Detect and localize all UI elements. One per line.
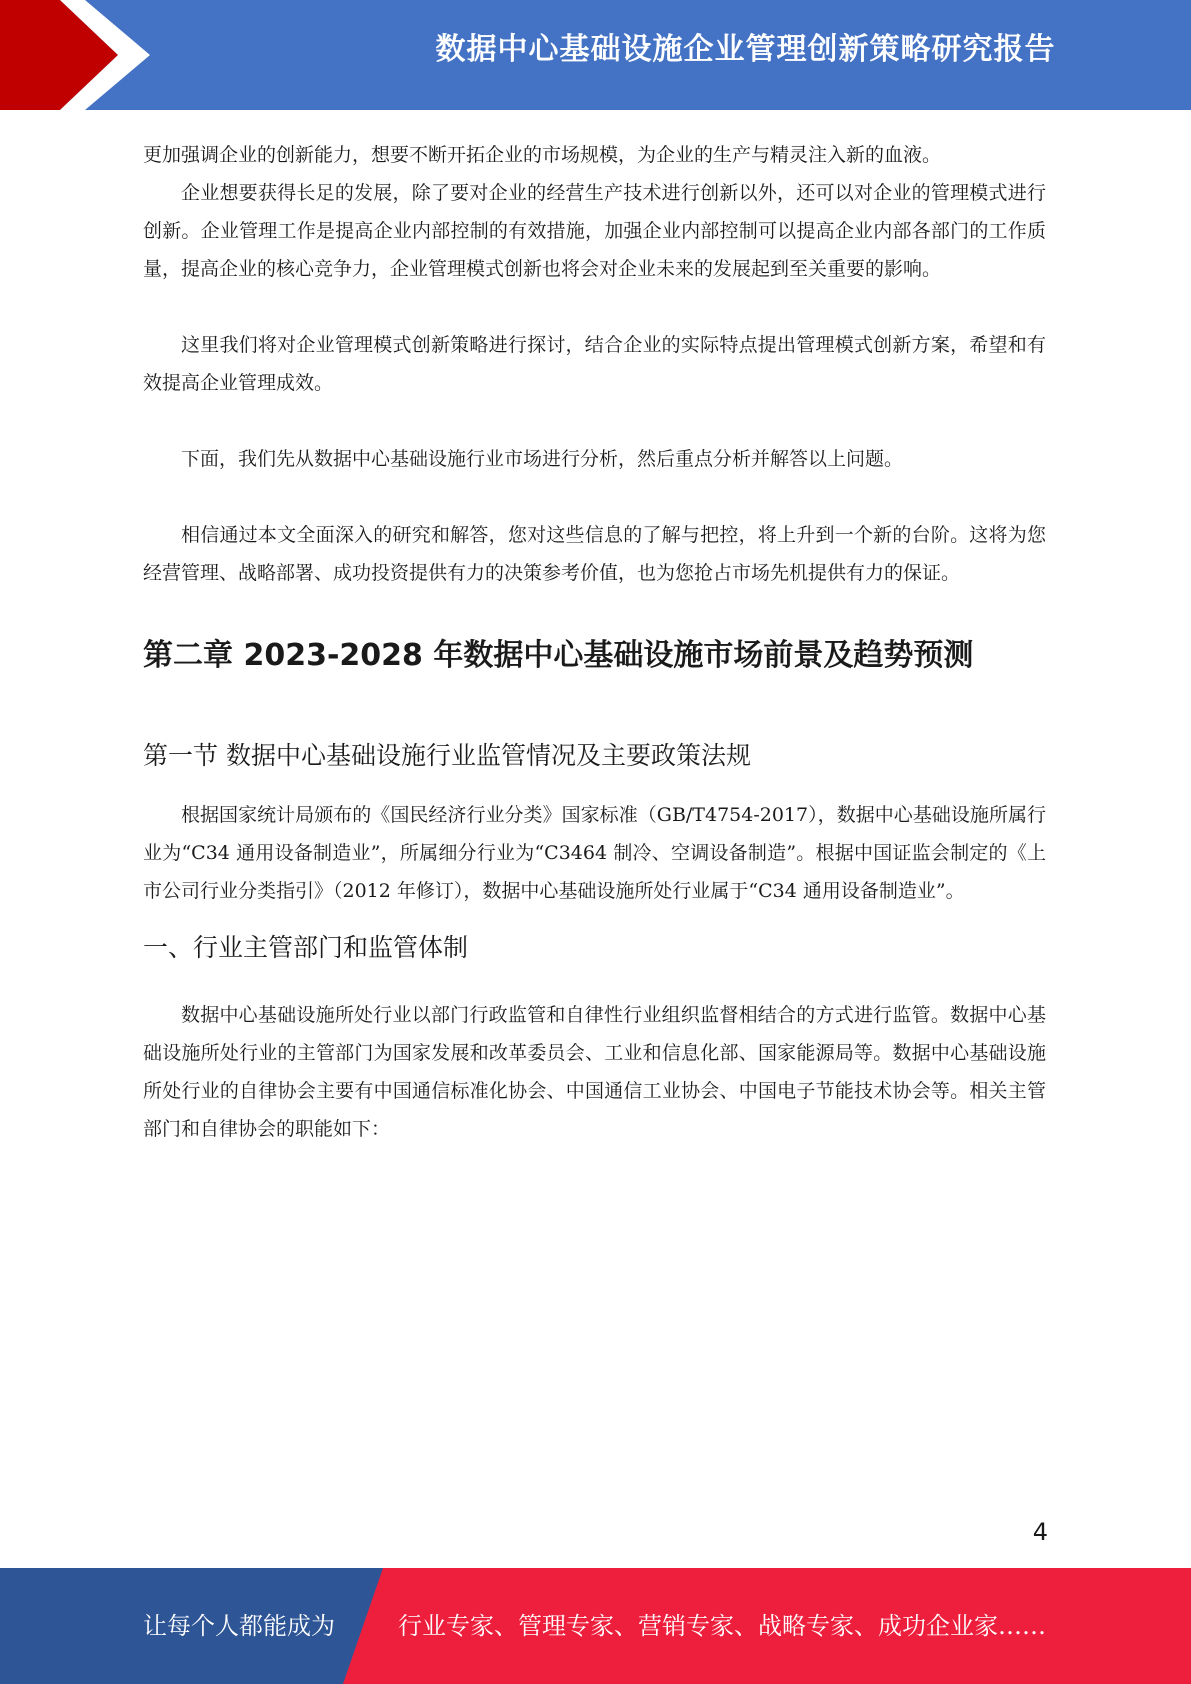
intro-paragraph: 相信通过本文全面深入的研究和解答，您对这些信息的了解与把控，将上升到一个新的台阶。这将为您经营管理、战略部署、成功投资提供有力的决策参考价值，也为您抢占市场先机提供有力的保证。 [143, 524, 1046, 584]
footer-slogan-left: 让每个人都能成为 [143, 1612, 335, 1640]
intro-paragraph: 企业想要获得长足的发展，除了要对企业的经营生产技术进行创新以外，还可以对企业的管理模式进行创新。企业管理工作是提高企业内部控制的有效措施，加强企业内部控制可以提高企业内部各部门的工作质量，提高企业的核心竞争力，企业管理模式创新也将会对企业未来的发展起到至关重要的影响。 [143, 182, 1046, 280]
page-number: 4 [1032, 1518, 1048, 1546]
intro-paragraph: 下面，我们先从数据中心基础设施行业市场进行分析，然后重点分析并解答以上问题。 [181, 448, 904, 470]
intro-paragraph: 更加强调企业的创新能力，想要不断开拓企业的市场规模，为企业的生产与精灵注入新的血液。 [143, 144, 942, 166]
header-banner [0, 0, 1191, 110]
section-paragraph: 根据国家统计局颁布的《国民经济行业分类》国家标准（GB/T4754-2017），数据中心基础设施所属行业为“C34 通用设备制造业”，所属细分行业为“C3464 制冷、空调设备制造”。根据中国证监会制定的《上市公司行业分类指引》（2012 年修订），数据中心基础设施所处行业属于“C34 通用设备制造业”。 [143, 804, 1046, 902]
section-title: 第一节 数据中心基础设施行业监管情况及主要政策法规 [143, 741, 751, 770]
page-content [143, 136, 1046, 1148]
subsection-title: 一、行业主管部门和监管体制 [143, 933, 469, 962]
report-title: 数据中心基础设施企业管理创新策略研究报告 [435, 32, 1056, 67]
header-chevron-decoration [0, 0, 150, 110]
chapter-title: 第二章 2023-2028 年数据中心基础设施市场前景及趋势预测 [143, 638, 974, 673]
footer-banner [0, 1568, 1191, 1684]
subsection-paragraph: 数据中心基础设施所处行业以部门行政监管和自律性行业组织监督相结合的方式进行监管。数据中心基础设施所处行业的主管部门为国家发展和改革委员会、工业和信息化部、国家能源局等。数据中心基础设施所处行业的自律协会主要有中国通信标准化协会、中国通信工业协会、中国电子节能技术协会等。相关主管部门和自律协会的职能如下： [143, 1004, 1046, 1140]
intro-paragraph: 这里我们将对企业管理模式创新策略进行探讨，结合企业的实际特点提出管理模式创新方案，希望和有效提高企业管理成效。 [143, 334, 1046, 394]
footer-slogan-right: 行业专家、管理专家、营销专家、战略专家、成功企业家…… [398, 1612, 1046, 1640]
